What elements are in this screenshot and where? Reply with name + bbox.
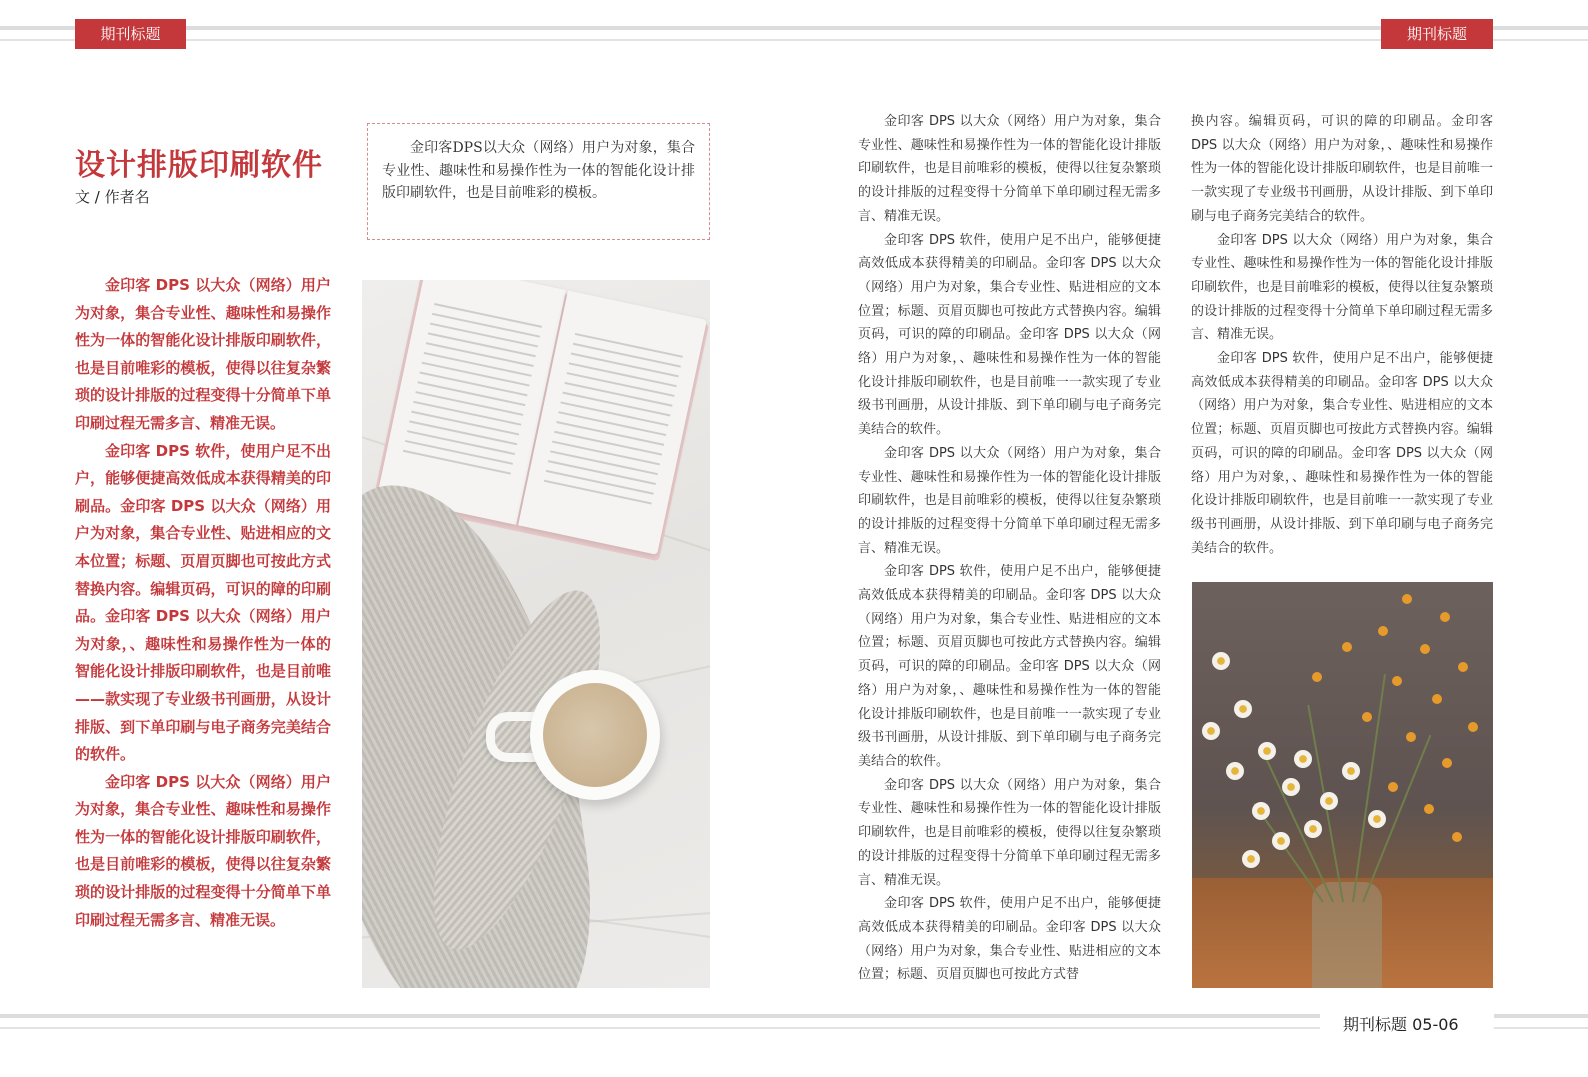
lead-paragraph: 金印客 DPS 以大众（网络）用户为对象，集合专业性、趣味性和易操作性为一体的智能化设计排版印刷软件，也是目前唯彩的模板，使得以往复杂繁琐的设计排版的过程变得十分简单下单印刷过程无需多言、精准无误。 xyxy=(75,772,331,929)
header-tag-left: 期刊标题 xyxy=(75,19,186,49)
coffee-surface-image xyxy=(543,683,647,787)
pull-quote-text: 金印客DPS以大众（网络）用户为对象，集合专业性、趣味性和易操作性为一体的智能化设计排版印刷软件，也是目前唯彩的模板。 xyxy=(382,140,695,201)
article-author: 文 / 作者名 xyxy=(75,188,150,206)
footer-rule-right xyxy=(1494,1014,1588,1018)
article-title: 设计排版印刷软件 xyxy=(75,148,323,183)
daisy-flowers-photo xyxy=(1192,582,1493,988)
lead-column xyxy=(75,272,331,934)
body-paragraph: 金印客 DPS 以大众（网络）用户为对象，集合专业性、趣味性和易操作性为一体的智能化设计排版印刷软件，也是目前唯彩的模板，使得以往复杂繁琐的设计排版的过程变得十分简单下单印刷过程无需多言、精准无误。 xyxy=(1191,232,1493,343)
body-paragraph: 金印客 DPS 以大众（网络）用户为对象，集合专业性、趣味性和易操作性为一体的智能化设计排版印刷软件，也是目前唯彩的模板，使得以往复杂繁琐的设计排版的过程变得十分简单下单印刷过程无需多言、精准无误。 xyxy=(858,777,1161,888)
footer-rule-left-lower xyxy=(0,1027,1320,1029)
footer-rule-right-lower xyxy=(1494,1027,1588,1029)
lead-paragraph: 金印客 DPS 软件，使用户足不出户，能够便捷高效低成本获得精美的印刷品。金印客 DPS 以大众（网络）用户为对象，集合专业性、贴进相应的文本位置；标题、页眉页脚也可按此方式替换内容。编辑页码，可识的障的印刷品。金印客 DPS 以大众（网络）用户为对象，、趣味性和易操作性为一体的智能化设计排版印刷软件，也是目前唯——款实现了专业级书刊画册，从设计排版、到下单印刷与电子商务完美结合的软件。 xyxy=(75,441,331,764)
body-column-4 xyxy=(1191,110,1493,560)
pull-quote-box xyxy=(367,123,710,240)
header-rule-top xyxy=(0,26,1588,30)
body-paragraph: 金印客 DPS 软件，使用户足不出户，能够便捷高效低成本获得精美的印刷品。金印客 DPS 以大众（网络）用户为对象，集合专业性、贴进相应的文本位置；标题、页眉页脚也可按此方式替换内容。编辑页码，可识的障的印刷品。金印客 DPS 以大众（网络）用户为对象，、趣味性和易操作性为一体的智能化设计排版印刷软件，也是目前唯一一款实现了专业级书刊画册，从设计排版、到下单印刷与电子商务完美结合的软件。 xyxy=(858,564,1161,769)
glass-vase-image xyxy=(1312,882,1382,988)
footer-rule-left xyxy=(0,1014,1320,1018)
footer-page-label: 期刊标题 05-06 xyxy=(1343,1015,1459,1034)
header-tag-right: 期刊标题 xyxy=(1381,19,1493,49)
body-paragraph: 换内容。编辑页码，可识的障的印刷品。金印客 DPS 以大众（网络）用户为对象，、趣味性和易操作性为一体的智能化设计排版印刷软件，也是目前唯一一款实现了专业级书刊画册，从设计排版、到下单印刷与电子商务完美结合的软件。 xyxy=(1191,114,1493,224)
lead-paragraph: 金印客 DPS 以大众（网络）用户为对象，集合专业性、趣味性和易操作性为一体的智能化设计排版印刷软件，也是目前唯彩的模板，使得以往复杂繁琐的设计排版的过程变得十分简单下单印刷过程无需多言、精准无误。 xyxy=(75,276,331,432)
body-paragraph: 金印客 DPS 软件，使用户足不出户，能够便捷高效低成本获得精美的印刷品。金印客 DPS 以大众（网络）用户为对象，集合专业性、贴进相应的文本位置；标题、页眉页脚也可按此方式替换内容。编辑页码，可识的障的印刷品。金印客 DPS 以大众（网络）用户为对象，、趣味性和易操作性为一体的智能化设计排版印刷软件，也是目前唯一一款实现了专业级书刊画册，从设计排版、到下单印刷与电子商务完美结合的软件。 xyxy=(858,232,1161,438)
body-paragraph: 金印客 DPS 以大众（网络）用户为对象，集合专业性、趣味性和易操作性为一体的智能化设计排版印刷软件，也是目前唯彩的模板，使得以往复杂繁琐的设计排版的过程变得十分简单下单印刷过程无需多言、精准无误。 xyxy=(858,445,1161,556)
book-coffee-photo xyxy=(362,280,710,988)
body-column-3 xyxy=(858,110,1161,987)
body-paragraph: 金印客 DPS 软件，使用户足不出户，能够便捷高效低成本获得精美的印刷品。金印客 DPS 以大众（网络）用户为对象，集合专业性、贴进相应的文本位置；标题、页眉页脚也可按此方式替换内容。编辑页码，可识的障的印刷品。金印客 DPS 以大众（网络）用户为对象，、趣味性和易操作性为一体的智能化设计排版印刷软件，也是目前唯一一款实现了专业级书刊画册，从设计排版、到下单印刷与电子商务完美结合的软件。 xyxy=(1191,351,1493,556)
body-paragraph: 金印客 DPS 软件，使用户足不出户，能够便捷高效低成本获得精美的印刷品。金印客 DPS 以大众（网络）用户为对象，集合专业性、贴进相应的文本位置；标题、页眉页脚也可按此方式替 xyxy=(858,896,1161,983)
header-rule-bottom xyxy=(0,39,1588,41)
body-paragraph: 金印客 DPS 以大众（网络）用户为对象，集合专业性、趣味性和易操作性为一体的智能化设计排版印刷软件，也是目前唯彩的模板，使得以往复杂繁琐的设计排版的过程变得十分简单下单印刷过程无需多言、精准无误。 xyxy=(858,114,1161,224)
